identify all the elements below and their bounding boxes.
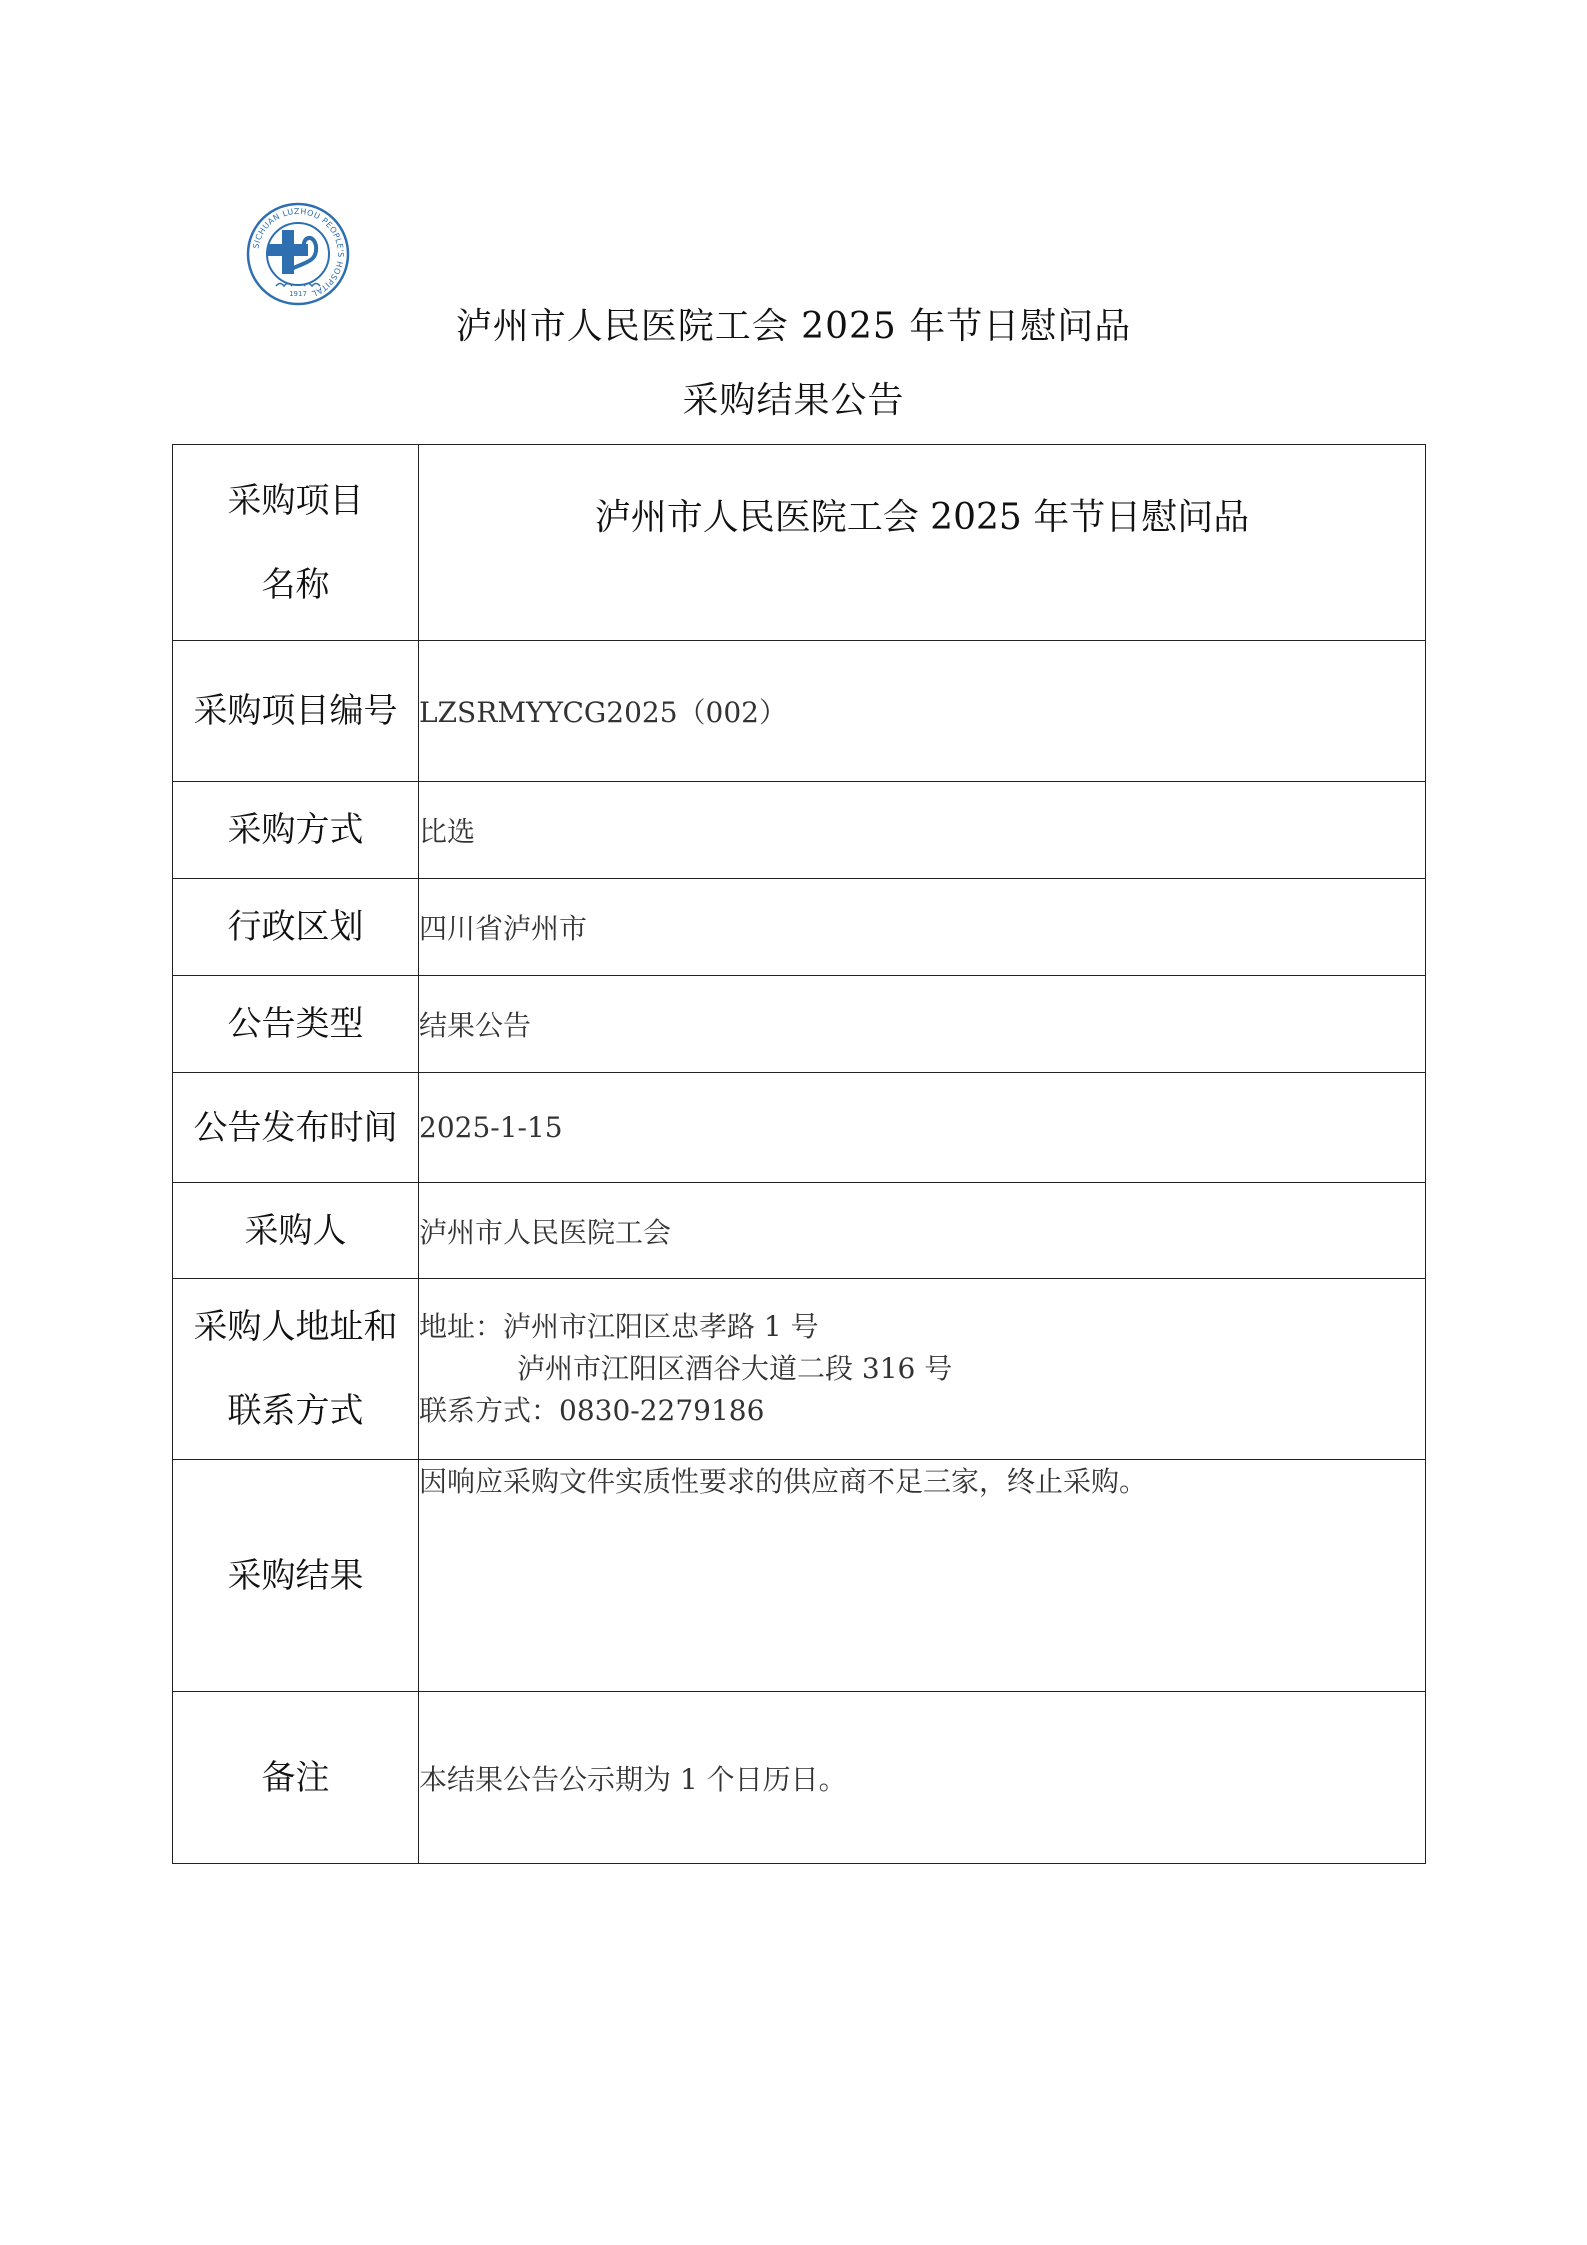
announcement-table <box>172 444 1426 1864</box>
page-subtitle: 采购结果公告 <box>682 380 905 421</box>
label-publish-time: 公告发布时间 <box>173 1073 419 1183</box>
label-notice-type: 公告类型 <box>173 976 419 1073</box>
contact-line: 联系方式：0830-2279186 <box>419 1394 765 1427</box>
logo-year: 1917 <box>289 290 307 298</box>
label-project-number: 采购项目编号 <box>173 641 419 782</box>
value-region: 四川省泸州市 <box>419 879 1426 976</box>
value-project-name: 泸州市人民医院工会 2025 年节日慰问品 <box>419 445 1426 641</box>
label-procurement-method: 采购方式 <box>173 782 419 879</box>
value-project-number: LZSRMYYCG2025（002） <box>419 641 1426 782</box>
table-row <box>173 1183 1426 1279</box>
value-publish-time: 2025-1-15 <box>419 1073 1426 1183</box>
table-row <box>173 445 1426 641</box>
table-row <box>173 976 1426 1073</box>
value-procurement-method: 比选 <box>419 782 1426 879</box>
hospital-logo <box>246 202 350 306</box>
address-line: 地址：泸州市江阳区忠孝路 1 号 <box>419 1310 819 1343</box>
value-notice-type: 结果公告 <box>419 976 1426 1073</box>
label-project-name <box>173 445 419 641</box>
value-result: 因响应采购文件实质性要求的供应商不足三家，终止采购。 <box>419 1460 1426 1692</box>
label-region: 行政区划 <box>173 879 419 976</box>
label-purchaser-contact <box>173 1279 419 1460</box>
page-title: 泸州市人民医院工会 2025 年节日慰问品 <box>455 306 1132 347</box>
label-line: 名称 <box>261 564 330 605</box>
label-purchaser: 采购人 <box>173 1183 419 1279</box>
value-remarks: 本结果公告公示期为 1 个日历日。 <box>419 1692 1426 1864</box>
label-line: 采购项目 <box>227 480 364 521</box>
hospital-logo-icon <box>246 202 350 306</box>
table-row <box>173 782 1426 879</box>
table-row <box>173 1279 1426 1460</box>
value-purchaser: 泸州市人民医院工会 <box>419 1183 1426 1279</box>
label-line: 联系方式 <box>227 1391 364 1431</box>
value-purchaser-contact <box>419 1279 1426 1460</box>
table-row <box>173 1073 1426 1183</box>
table-row <box>173 1692 1426 1864</box>
table-row <box>173 1460 1426 1692</box>
label-remarks: 备注 <box>173 1692 419 1864</box>
logo-ring-text: SICHUAN LUZHOU PEOPLE'S HOSPITAL <box>251 206 346 299</box>
address-line: 泸州市江阳区酒谷大道二段 316 号 <box>517 1352 953 1385</box>
label-result: 采购结果 <box>173 1460 419 1692</box>
table-row <box>173 879 1426 976</box>
label-line: 采购人地址和 <box>193 1307 398 1347</box>
table-row <box>173 641 1426 782</box>
